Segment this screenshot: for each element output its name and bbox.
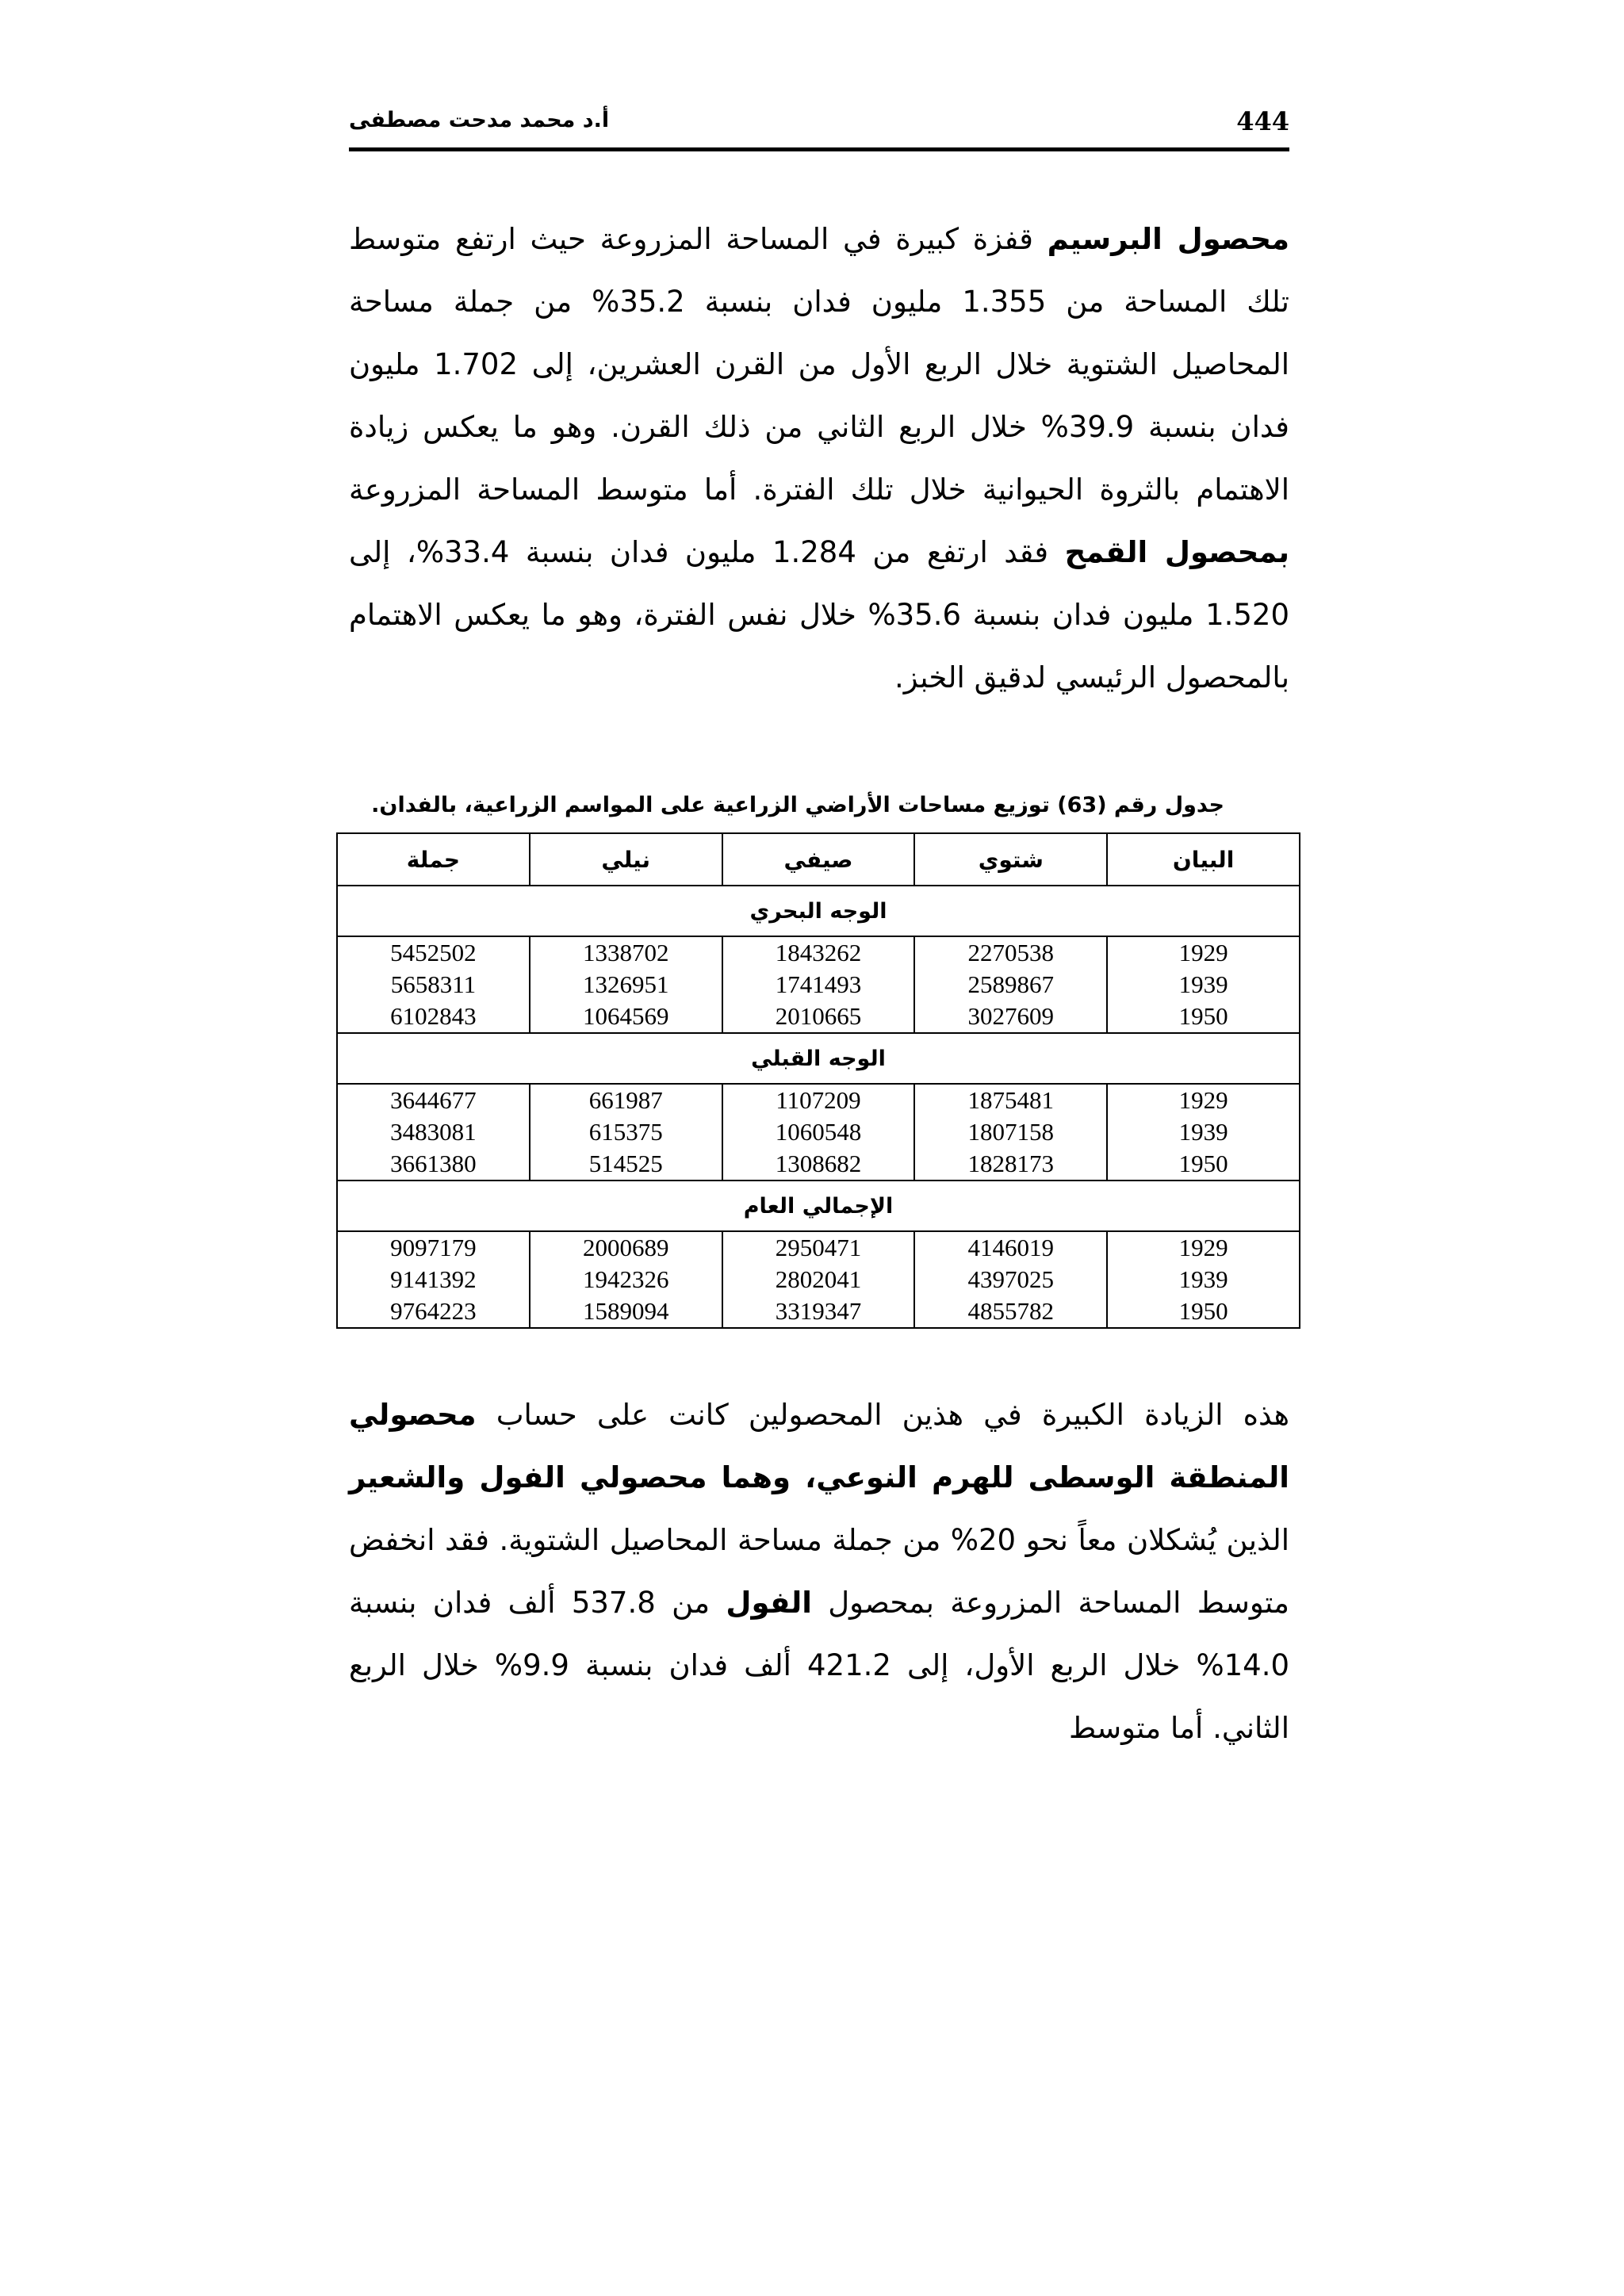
table-cell: 1828173 — [914, 1148, 1107, 1181]
table-cell: 1064569 — [530, 1001, 722, 1033]
section-title: الوجه البحري — [337, 886, 1300, 936]
table-cell: 2950471 — [722, 1231, 915, 1264]
table-cell: 2802041 — [722, 1264, 915, 1295]
table-cell: 1942326 — [530, 1264, 722, 1295]
table-cell: 3644677 — [337, 1084, 530, 1116]
table-cell: 1843262 — [722, 936, 915, 969]
table-cell: 1589094 — [530, 1295, 722, 1328]
table-cell: 1950 — [1107, 1001, 1300, 1033]
page-header — [349, 103, 1289, 151]
table-cell: 1875481 — [914, 1084, 1107, 1116]
table-cell: 2589867 — [914, 969, 1107, 1001]
table-cell: 1929 — [1107, 1231, 1300, 1264]
header-cell: البيان — [1107, 833, 1300, 886]
table-cell: 4855782 — [914, 1295, 1107, 1328]
table-cell: 661987 — [530, 1084, 722, 1116]
table-cell: 9764223 — [337, 1295, 530, 1328]
table-row — [337, 1084, 1300, 1116]
table-cell: 1107209 — [722, 1084, 915, 1116]
table-cell: 2010665 — [722, 1001, 915, 1033]
bold-term: محصولي المنطقة الوسطى للهرم النوعي، وهما محصولي الفول والشعير — [349, 1398, 1289, 1494]
paragraph-text: فقد ارتفع من 1.284 مليون فدان بنسبة 33.4%، إلى 1.520 مليون فدان بنسبة 35.6% خلال نفس الفترة، وهو ما يعكس الاهتمام بالمحصول الرئيسي لدقيق الخبز. — [349, 535, 1289, 695]
table-header-row — [337, 833, 1300, 886]
table-row — [337, 1116, 1300, 1148]
table-row — [337, 1264, 1300, 1295]
table-cell: 9097179 — [337, 1231, 530, 1264]
table-cell: 1929 — [1107, 936, 1300, 969]
table-cell: 1939 — [1107, 969, 1300, 1001]
table-row — [337, 1295, 1300, 1328]
table-cell: 1950 — [1107, 1148, 1300, 1181]
table-cell: 1326951 — [530, 969, 722, 1001]
table-cell: 514525 — [530, 1148, 722, 1181]
table-row — [337, 969, 1300, 1001]
table-cell: 1741493 — [722, 969, 915, 1001]
header-cell: صيفي — [722, 833, 915, 886]
table-cell: 5658311 — [337, 969, 530, 1001]
section-row — [337, 886, 1300, 936]
table-cell: 3319347 — [722, 1295, 915, 1328]
table-cell: 1308682 — [722, 1148, 915, 1181]
bold-term: محصول البرسيم — [1047, 222, 1289, 256]
paragraph-text: قفزة كبيرة في المساحة المزروعة حيث ارتفع متوسط تلك المساحة من 1.355 مليون فدان بنسبة 35.2% من جملة مساحة المحاصيل الشتوية خلال الربع الأول من القرن العشرين، إلى 1.702 مليون فدان بنسبة 39.9% خلال الربع الثاني من ذلك القرن. وهو ما يعكس زيادة الاهتمام بالثروة الحيوانية خلال تلك الفترة. أما متوسط المساحة المزروعة — [349, 222, 1290, 507]
table-cell: 9141392 — [337, 1264, 530, 1295]
table-cell: 6102843 — [337, 1001, 530, 1033]
table-cell: 1338702 — [530, 936, 722, 969]
paragraph-text: من 537.8 ألف فدان بنسبة 14.0% خلال الربع الأول، إلى 421.2 ألف فدان بنسبة 9.9% خلال الربع الثاني. أما متوسط — [349, 1586, 1289, 1745]
table-cell: 1807158 — [914, 1116, 1107, 1148]
table-row — [337, 1148, 1300, 1181]
table-cell: 4146019 — [914, 1231, 1107, 1264]
bold-term: الفول — [726, 1586, 812, 1620]
table-cell: 3027609 — [914, 1001, 1107, 1033]
paragraph-2 — [349, 1383, 1289, 1759]
table-cell: 615375 — [530, 1116, 722, 1148]
paragraph-text: هذه الزيادة الكبيرة في هذين المحصولين كانت على حساب — [476, 1398, 1289, 1432]
table-cell: 3661380 — [337, 1148, 530, 1181]
table-cell: 2270538 — [914, 936, 1107, 969]
paragraph-text: الذين يُشكلان معاً نحو 20% من جملة مساحة المحاصيل الشتوية. فقد انخفض متوسط المساحة المزروعة بمحصول — [349, 1523, 1290, 1620]
table-cell: 1060548 — [722, 1116, 915, 1148]
table-row — [337, 1231, 1300, 1264]
section-row — [337, 1181, 1300, 1231]
table-cell: 1939 — [1107, 1116, 1300, 1148]
section-title: الوجه القبلي — [337, 1033, 1300, 1084]
section-row — [337, 1033, 1300, 1084]
header-cell: نيلي — [530, 833, 722, 886]
page-number: 444 — [1236, 106, 1289, 136]
table-row — [337, 1001, 1300, 1033]
table-caption: جدول رقم (63) توزيع مساحات الأراضي الزراعية على المواسم الزراعية، بالفدان. — [371, 793, 1224, 817]
data-table — [336, 832, 1300, 1329]
header-cell: جملة — [337, 833, 530, 886]
paragraph-1 — [349, 208, 1289, 709]
table-cell: 1939 — [1107, 1264, 1300, 1295]
table-cell: 2000689 — [530, 1231, 722, 1264]
table-row — [337, 936, 1300, 969]
bold-term: بمحصول القمح — [1064, 535, 1289, 569]
section-title: الإجمالي العام — [337, 1181, 1300, 1231]
table-cell: 5452502 — [337, 936, 530, 969]
author-name: أ.د محمد مدحت مصطفى — [349, 108, 610, 132]
header-cell: شتوي — [914, 833, 1107, 886]
table-cell: 1950 — [1107, 1295, 1300, 1328]
table-cell: 3483081 — [337, 1116, 530, 1148]
table-cell: 4397025 — [914, 1264, 1107, 1295]
table-cell: 1929 — [1107, 1084, 1300, 1116]
